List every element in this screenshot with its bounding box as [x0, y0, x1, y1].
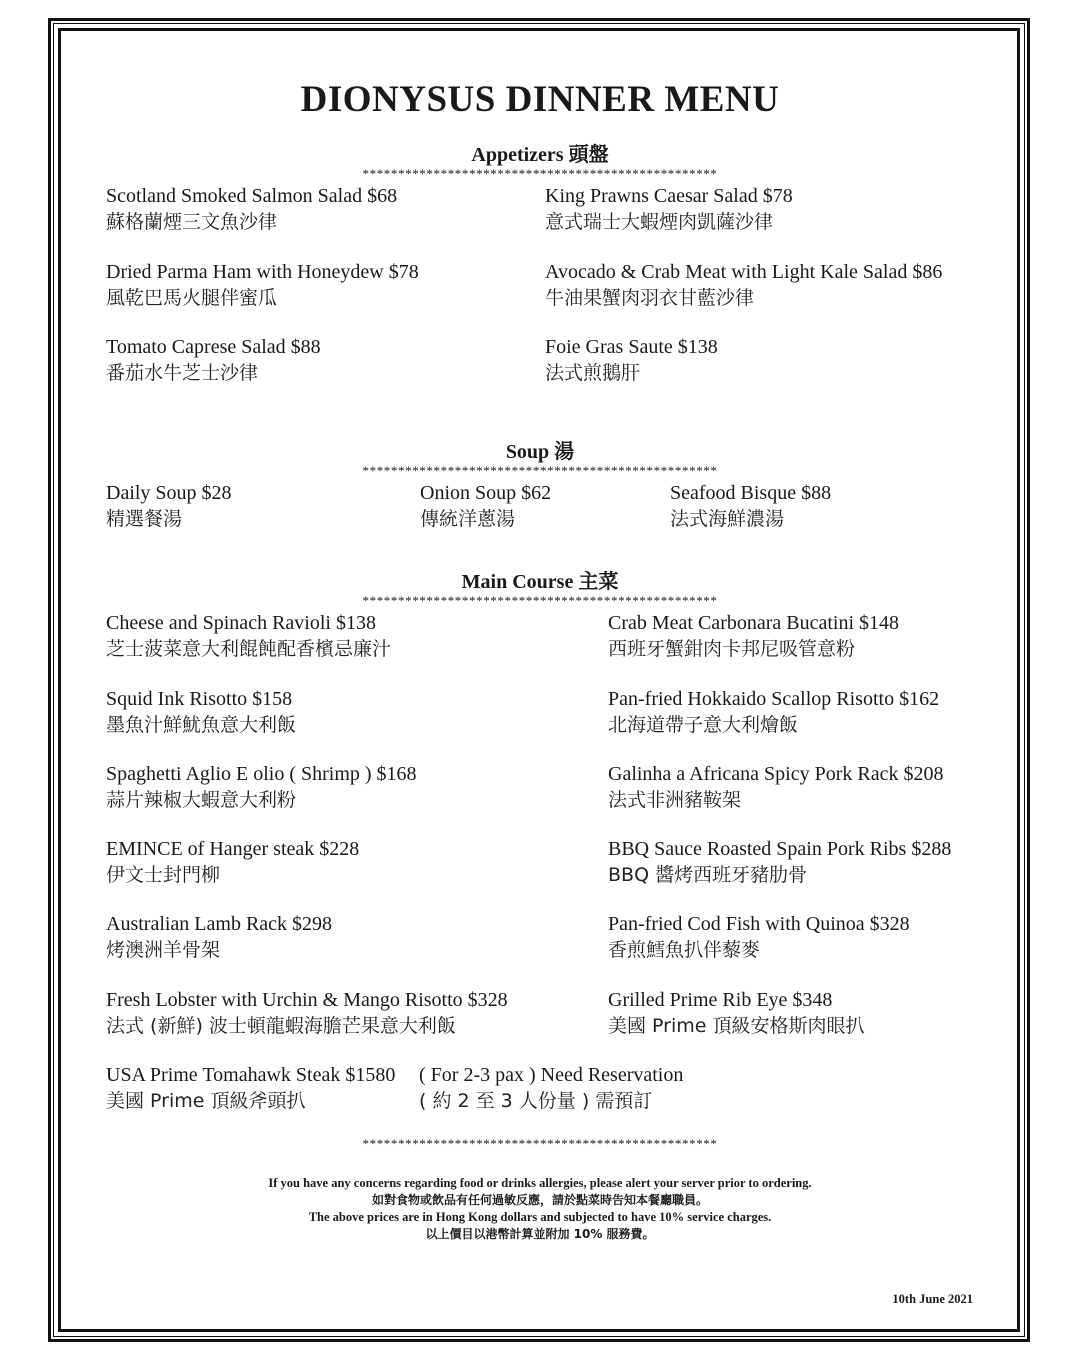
- item-name-en: Pan-fried Hokkaido Scallop Risotto $162: [608, 688, 940, 710]
- menu-item: [106, 480, 232, 532]
- menu-item: [106, 836, 359, 888]
- item-name-en: Spaghetti Aglio E olio ( Shrimp ) $168: [106, 763, 417, 785]
- item-name-zh: 蒜片辣椒大蝦意大利粉: [106, 789, 297, 811]
- item-name-zh: 伊文士封門柳: [106, 864, 221, 886]
- item-name-zh: 烤澳洲羊骨架: [106, 939, 221, 961]
- item-name-zh: 法式海鮮濃湯: [670, 508, 785, 530]
- item-name-en: Daily Soup $28: [106, 482, 232, 504]
- item-name-en: Crab Meat Carbonara Bucatini $148: [608, 612, 900, 634]
- item-name-zh: 牛油果蟹肉羽衣甘藍沙律: [545, 287, 755, 309]
- menu-item-reservation-note: [419, 1062, 683, 1114]
- item-name-zh: 北海道帶子意大利燴飯: [608, 714, 799, 736]
- item-name-en: Seafood Bisque $88: [670, 482, 832, 504]
- item-name-en: Scotland Smoked Salmon Salad $68: [106, 185, 398, 207]
- item-name-en: Tomato Caprese Salad $88: [106, 336, 321, 358]
- item-name-en: Australian Lamb Rack $298: [106, 913, 333, 935]
- menu-title: DIONYSUS DINNER MENU: [300, 79, 780, 120]
- menu-item: [106, 1062, 395, 1114]
- price-note-en: The above prices are in Hong Kong dollars and subjected to have 10% service charges.: [308, 1210, 772, 1224]
- menu-item: [106, 987, 508, 1039]
- item-name-en: Foie Gras Saute $138: [545, 336, 718, 358]
- menu-item: [608, 610, 899, 662]
- item-name-en: Avocado & Crab Meat with Light Kale Salad $86: [545, 261, 943, 283]
- item-name-zh: 法式 (新鮮) 波士頓龍蝦海膽芒果意大利飯: [106, 1015, 456, 1037]
- menu-item: [608, 686, 939, 738]
- item-name-zh: 芝士菠菜意大利餛飩配香檳忌廉汁: [106, 638, 392, 660]
- menu-item: [420, 480, 551, 532]
- item-name-en: USA Prime Tomahawk Steak $1580: [106, 1064, 396, 1086]
- item-name-en: Cheese and Spinach Ravioli $138: [106, 612, 376, 634]
- divider-appetizers: **************************************************: [362, 166, 718, 181]
- item-name-zh: 傳統洋蔥湯: [420, 508, 516, 530]
- price-note-zh: 以上價目以港幣計算並附加 10% 服務費。: [425, 1227, 655, 1241]
- allergy-note-en: If you have any concerns regarding food or drinks allergies, please alert your server prior to ordering.: [268, 1176, 812, 1190]
- menu-item: [106, 183, 397, 235]
- item-name-zh: 香煎鱈魚扒伴藜麥: [608, 939, 761, 961]
- item-name-zh: 墨魚汁鮮魷魚意大利飯: [106, 714, 297, 736]
- divider-soup: **************************************************: [362, 463, 718, 478]
- item-name-zh: 美國 Prime 頂級斧頭扒: [106, 1090, 306, 1112]
- menu-item: [106, 911, 332, 963]
- menu-item: [106, 259, 419, 311]
- menu-item: [106, 761, 417, 813]
- item-name-zh: 蘇格蘭煙三文魚沙律: [106, 211, 278, 233]
- section-title-main-course: Main Course 主菜: [461, 571, 619, 593]
- item-name-en: Fresh Lobster with Urchin & Mango Risotto $328: [106, 989, 508, 1011]
- item-name-zh: 法式非洲豬鞍架: [608, 789, 742, 811]
- menu-item: [545, 334, 718, 386]
- menu-item: [670, 480, 831, 532]
- item-name-zh: BBQ 醬烤西班牙豬肋骨: [608, 864, 808, 886]
- item-name-zh: 精選餐湯: [106, 508, 183, 530]
- item-name-zh: 風乾巴馬火腿伴蜜瓜: [106, 287, 278, 309]
- item-name-zh: ( 約 2 至 3 人份量 ) 需預訂: [419, 1090, 653, 1112]
- menu-item: [608, 911, 910, 963]
- item-name-en: Onion Soup $62: [420, 482, 552, 504]
- item-name-zh: 番茄水牛芝士沙律: [106, 362, 259, 384]
- divider-footer: **************************************************: [362, 1136, 718, 1151]
- menu-item: [106, 610, 391, 662]
- item-name-en: BBQ Sauce Roasted Spain Pork Ribs $288: [608, 838, 952, 860]
- menu-item: [545, 183, 793, 235]
- item-name-en: Galinha a Africana Spicy Pork Rack $208: [608, 763, 944, 785]
- allergy-note-zh: 如對食物或飲品有任何過敏反應，請於點菜時告知本餐廳職員。: [371, 1193, 708, 1207]
- item-name-zh: 意式瑞士大蝦煙肉凱薩沙律: [545, 211, 774, 233]
- menu-item: [608, 836, 951, 888]
- menu-item: [106, 686, 296, 738]
- item-name-en: ( For 2-3 pax ) Need Reservation: [419, 1064, 684, 1086]
- item-name-zh: 美國 Prime 頂級安格斯肉眼扒: [608, 1015, 865, 1037]
- menu-item: [545, 259, 942, 311]
- item-name-en: King Prawns Caesar Salad $78: [545, 185, 793, 207]
- item-name-en: Pan-fried Cod Fish with Quinoa $328: [608, 913, 910, 935]
- footer-notes: [0, 1175, 1080, 1243]
- item-name-en: Grilled Prime Rib Eye $348: [608, 989, 833, 1011]
- item-name-zh: 西班牙蟹鉗肉卡邦尼吸管意粉: [608, 638, 856, 660]
- menu-item: [608, 761, 943, 813]
- item-name-en: EMINCE of Hanger steak $228: [106, 838, 360, 860]
- menu-item: [608, 987, 865, 1039]
- item-name-en: Dried Parma Ham with Honeydew $78: [106, 261, 419, 283]
- section-title-soup: Soup 湯: [505, 441, 575, 463]
- menu-date: 10th June 2021: [892, 1292, 973, 1306]
- section-title-appetizers: Appetizers 頭盤: [471, 144, 609, 166]
- divider-main-course: **************************************************: [362, 593, 718, 608]
- menu-item: [106, 334, 321, 386]
- item-name-en: Squid Ink Risotto $158: [106, 688, 293, 710]
- item-name-zh: 法式煎鵝肝: [545, 362, 641, 384]
